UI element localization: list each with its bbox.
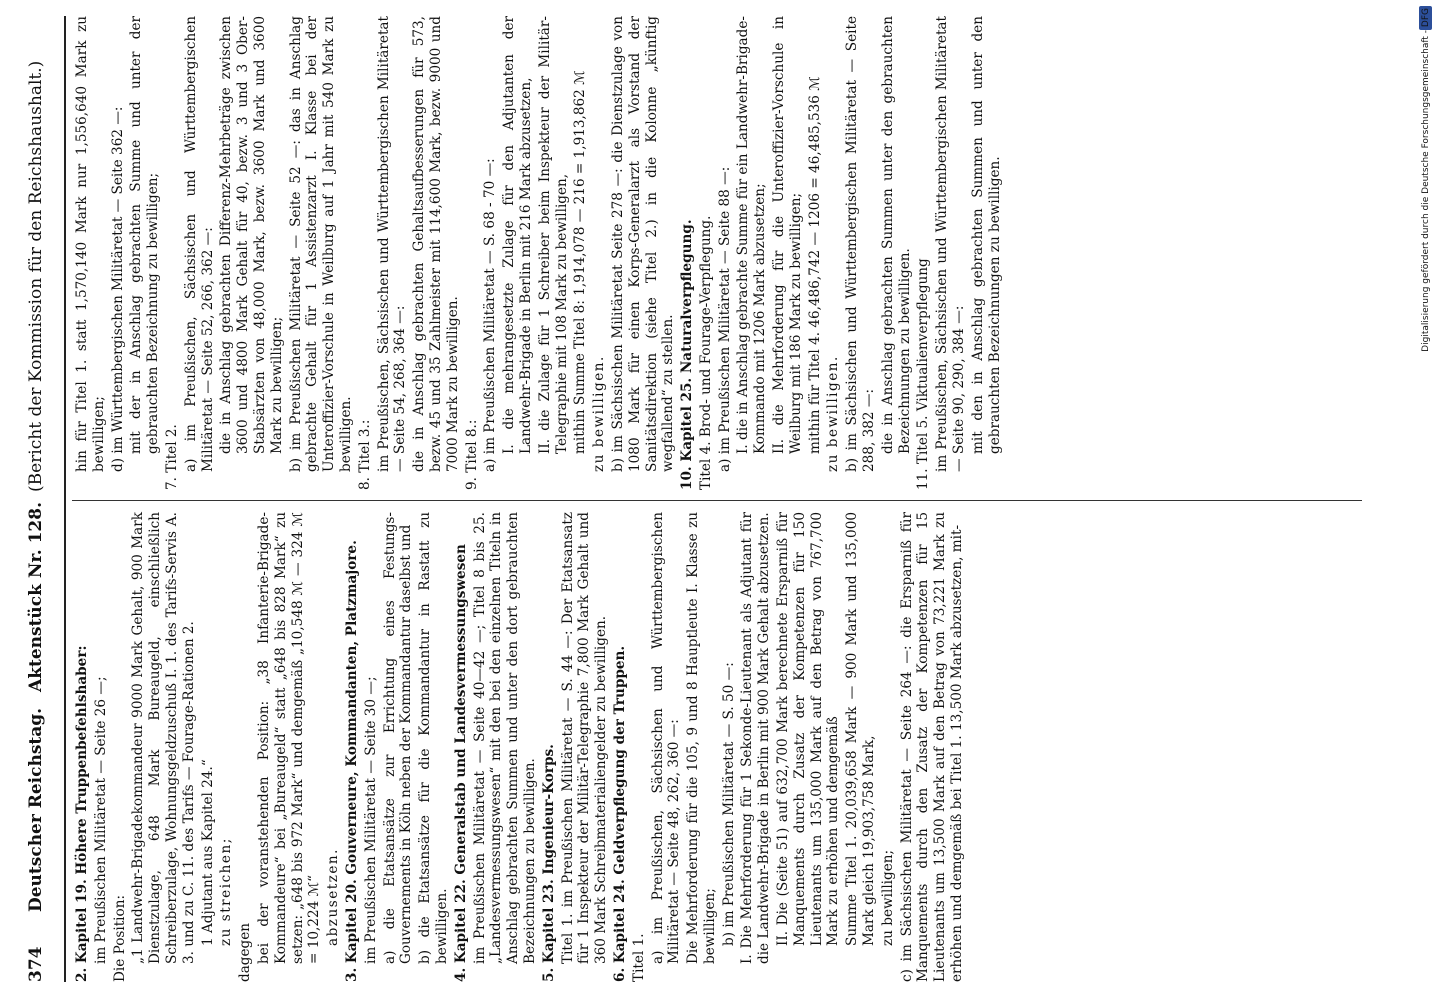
paragraph: zu bewilligen. [825, 355, 842, 472]
paragraph: 1 Adjutant aus Kapitel 24.“ [199, 759, 216, 946]
paragraph: abzusetzen. [325, 848, 342, 946]
paragraph: a) im Preußischen, Sächsischen und Württembergischen Militäretat — Seite 48, 262, 360 —: [649, 512, 683, 964]
paragraph: b) im Sächsischen und Württembergischen Militäretat — Seite 288, 382 —: [844, 16, 878, 472]
paragraph: die in Anschlag gebrachten Differenz-Mehrbeträge zwischen 3600 und 4800 Mark Gehalt für 40, bezw. 3 und 3 Ober-Stabsärzten von 48,000 Mark, bezw. 3600 Mark und 3600 Mark zu bewilligen; [218, 16, 285, 454]
header-rule [64, 16, 66, 982]
paragraph: mithin für Titel 4. 46,486,742 — 1206 = 46,485,536 ℳ [806, 76, 823, 454]
paragraph: b) im Preußischen Militäretat — S. 50 —: [720, 662, 737, 946]
paragraph: 11. Titel 5. Viktualienverpflegung [915, 258, 932, 490]
paragraph: zu bewilligen. [591, 355, 608, 472]
column-divider [72, 500, 1362, 501]
paragraph: die in Anschlag gebrachten Summen unter den gebrauchten Bezeichnungen zu bewilligen. [879, 16, 913, 454]
paragraph: im Preußischen Militäretat — Seite 30 —; [362, 676, 379, 964]
rotated-document-page [4, 0, 1404, 1000]
paragraph: bei der voranstehenden Position: „38 Infanterie-Brigade-Kommandeure“ bei „Bureaugeld“ statt „648 bis 828 Mark“ zu setzen: „648 bis 972 Mark“ und demgemäß „10,548 ℳ — 324 ℳ = 10,224 ℳ“ [255, 512, 323, 964]
paragraph: 8. Titel 3.: [356, 419, 373, 490]
paragraph: 10. Kapitel 25. Naturalverpflegung. [679, 219, 696, 490]
paragraph: a) im Preußischen Militäretat — Seite 88 —: [716, 166, 733, 472]
paragraph: Titel 1. im Preußischen Militäretat — S. 44 —: Der Etatsansatz für 1 Inspekteur der Militär-Telegraphie 7,800 Mark Gehalt und 360 Mark Schreibmaterialiengelder zu bewilligen. [559, 512, 610, 964]
paragraph: 5. Kapitel 23. Ingenieur-Korps. [540, 744, 557, 982]
paragraph: a) im Preußischen Militäretat — S. 68 - 70 —: [482, 158, 499, 472]
header-center-title: Aktenstück Nr. 128. [26, 501, 46, 692]
paragraph: I. die in Anschlag gebrachte Summe für ein Landwehr-Brigade-Kommando mit 1206 Mark abzusetzen; [735, 16, 769, 454]
header-right-title: (Bericht der Kommission für den Reichshaushalt.) [26, 60, 46, 492]
paragraph: I. Die Mehrforderung für 1 Sekonde-Lieutenant als Adjutant für die Landwehr-Brigade in Berlin mit 900 Mark Gehalt abzusetzen. [739, 512, 773, 964]
left-text-column [74, 512, 1374, 982]
paragraph: 2. Kapitel 19. Höhere Truppenbefehlshaber: [74, 645, 90, 982]
paragraph: b) im Sächsischen Militäretat Seite 278 —: die Dienstzulage von 1080 Mark für einen Korps-Generalarzt als Vorstand der Sanitätsdirektion (siehe Titel 2.) in die Kolonne „künftig wegfallend“ zu stellen. [609, 16, 677, 472]
paragraph: dagegen [237, 922, 254, 982]
running-header [26, 16, 66, 982]
paragraph: b) die Etatsansätze für die Kommandantur in Rastatt zu bewilligen. [417, 512, 450, 964]
paragraph: Titel 4. Brod- und Fourage-Verpflegung. [697, 215, 714, 490]
paragraph: Die Mehrforderung für die 105, 9 und 8 Hauptleute I. Klasse zu bewilligen; [685, 512, 718, 964]
paragraph: Titel 1. [630, 933, 647, 982]
right-text-column [74, 16, 1374, 490]
paragraph: a) die Etatsansätze zur Errichtung eines Festungs-Gouvernements in Köln neben der Kommandantur daselbst und [381, 512, 415, 964]
paragraph: die in Anschlag gebrachten Gehaltsaufbesserungen für 573, bezw. 45 und 35 Zahlmeister mit 114,600 Mark, bezw. 9000 und 7000 Mark zu bewilligen. [411, 16, 461, 472]
page-number: 374 [26, 946, 46, 982]
paragraph: im Preußischen, Sächsischen und Württembergischen Militäretat — Seite 54, 268, 364 —: [375, 16, 409, 472]
paragraph: 9. Titel 8.: [463, 419, 480, 490]
paragraph: im Preußischen Militäretat — Seite 26 —; [92, 676, 109, 964]
header-left-title: Deutscher Reichstag. [26, 707, 46, 912]
paragraph: im Preußischen, Sächsischen und Württembergischen Militäretat — Seite 90, 290, 384 —: [934, 16, 968, 472]
page-inner [26, 16, 1386, 982]
paragraph: im Preußischen Militäretat — Seite 40—42 —; Titel 8 bis 25. „Landesvermessungswesen“ mit den bei den einzelnen Titeln in Anschlag gebrachten Summen und unter den dort gebrauchten Bezeichnungen zu bewilligen. [471, 512, 538, 964]
paragraph: d) im Württembergischen Militäretat — Seite 362 —: [109, 106, 126, 472]
paragraph: Die Position: [111, 894, 128, 982]
paragraph: 4. Kapitel 22. Generalstab und Landesvermessungswesen [452, 544, 469, 982]
paragraph: b) im Preußischen Militäretat — Seite 52 —: das in Anschlag gebrachte Gehalt für 1 Assistenzarzt I. Klasse bei der Unteroffizier-Vorschule in Weilburg auf 1 Jahr mit 540 Mark zu bewilligen. [287, 16, 354, 472]
paragraph: mithin Summe Titel 8: 1,914,078 — 216 = 1,913,862 ℳ [572, 70, 589, 454]
paragraph: zu bewilligen; [879, 849, 896, 946]
paragraph: zu streichen; [218, 837, 235, 946]
paragraph: II. Die (Seite 51) auf 632,700 Mark berechnete Ersparniß für Manquements durch Zusatz der Kompetenzen für 150 Lieutenants um 135,000 Mark auf den Betrag von 767,700 Mark zu erhöhen und demgemäß [775, 512, 842, 946]
paragraph: hin für Titel 1. statt 1,570,140 Mark nur 1,556,640 Mark zu bewilligen; [74, 16, 107, 472]
paragraph: a) im Preußischen, Sächsischen und Württembergischen Militäretat — Seite 52, 266, 362 —: [182, 16, 216, 472]
paragraph: I. die mehrangesetzte Zulage für den Adjutanten der Landwehr-Brigade in Berlin mit 216 Mark abzusetzen, [501, 16, 534, 454]
paragraph: 3. Kapitel 20. Gouverneure, Kommandanten, Platzmajore. [343, 540, 360, 982]
paragraph: „1 Landwehr-Brigadekommandeur 9000 Mark Gehalt, 900 Mark Dienstzulage, 648 Mark Bureaugeld, einschließlich Schreiberzulage, Wohnungsgeldzuschuß I. 1. des Tarifs-Servis A. 3. und zu C. 11. des Tarifs — Fourage-Rationen 2. [130, 512, 197, 964]
paragraph: 7. Titel 2. [163, 424, 180, 490]
paragraph: II. die Zulage für 1 Schreiber beim Inspekteur der Militär-Telegraphie mit 108 Mark zu bewilligen, [536, 16, 570, 454]
paragraph: mit den in Anschlag gebrachten Summen und unter den gebrauchten Bezeichnungen zu bewilligen. [969, 16, 1003, 454]
digitization-credit-text: Digitalisierung gefördert durch die Deutsche Forschungsgemeinschaft - DFG [1421, 8, 1431, 352]
paragraph: 6. Kapitel 24. Geldverpflegung der Truppen. [611, 645, 628, 982]
paragraph: c) im Sächsischen Militäretat — Seite 264 —: die Ersparniß für Manquements durch den Zusatz der Kompetenzen für 15 Lieutenants um 13,500 Mark auf den Betrag von 73,221 Mark zu erhöhen und demgemäß bei Titel 1. 13,500 Mark abzusetzen, mit- [898, 512, 966, 982]
paragraph: II. die Mehrforderung für die Unteroffizier-Vorschule in Weilburg mit 186 Mark zu bewilligen; [771, 16, 804, 454]
digitization-credit-sidebar [1420, 8, 1432, 992]
paragraph: mit der in Anschlag gebrachten Summe und unter der gebrauchten Bezeichnung zu bewilligen; [128, 16, 162, 454]
paragraph: Summe Titel 1. 20,039,658 Mark — 900 Mark und 135,000 Mark gleich 19,903,758 Mark, [844, 512, 878, 946]
